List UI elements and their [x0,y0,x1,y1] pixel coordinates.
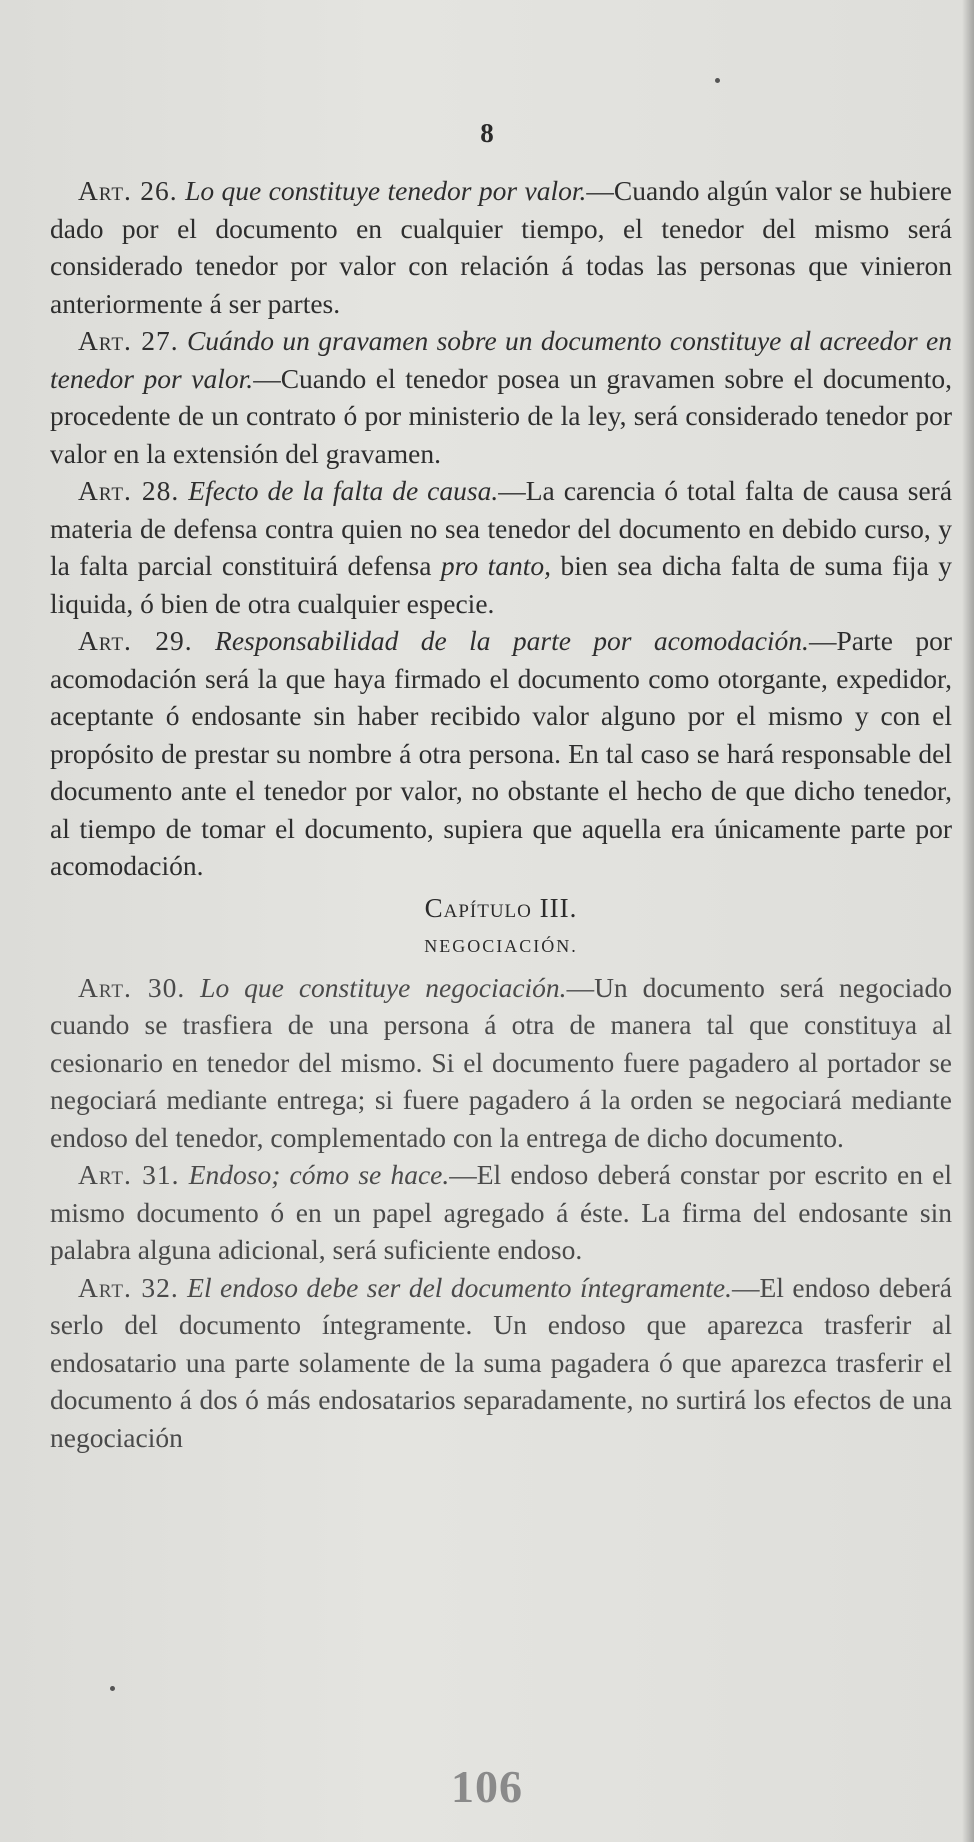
article-text-continued: bien sea dicha falta de suma fija y liquida, ó bien de otra cualquier especie. [50,550,953,619]
article-text: —Parte por acomodación será la que haya firmado el documento como otorgante, expedidor, aceptante ó endosante sin haber recibido valor alguno por el mismo y con el propósito de prestar su nombre á otra persona. En tal caso se hará responsable del documento ante el tenedor por valor, no obstante el hecho de que dicho tenedor, al tiempo de tomar el documento, supiera que aquella era únicamente parte por acomodación. [50,625,952,881]
article-29 [50,622,952,885]
ink-speck [110,1686,115,1691]
article-text: —Un documento será negociado cuando se trasfiera de una persona á otra de manera tal que constituya al cesionario en tenedor del mismo. Si el documento fuere pagadero al portador se negociará mediante entrega; si fuere pagadero á la orden se negociará mediante endoso del tenedor, complementado con la entrega de dicho documento. [50,971,953,1153]
article-title: Endoso; cómo se hace. [188,1159,450,1190]
article-32 [50,1269,952,1457]
article-text: —Cuando el tenedor posea un gravamen sobre el documento, procedente de un contrato ó por ministerio de la ley, será considerado tenedor por valor en la extensión del gravamen. [50,362,952,469]
article-text: —El endoso deberá serlo del documento íntegramente. Un endoso que aparezca trasferir al endosatario una parte solamente de la suma pagadera ó que aparezca trasferir el documento á dos ó más endosatarios separadamente, no surtirá los efectos de una negociación [50,1271,952,1453]
article-26 [50,172,952,322]
article-label: Art. 29. [78,625,193,656]
article-label: Art. 26. [78,175,178,206]
article-title: Cuándo un gravamen sobre un documento constituye al acreedor en tenedor por valor. [50,325,953,394]
article-31 [50,1156,952,1269]
page-content [50,172,952,1456]
article-label: Art. 31. [78,1159,180,1190]
article-30 [50,969,952,1157]
article-28 [50,472,952,622]
article-italic-phrase: pro tanto, [440,550,551,581]
article-title: Efecto de la falta de causa. [188,475,499,506]
page-number: 8 [480,118,494,148]
article-title: Lo que constituye negociación. [200,971,567,1003]
article-text: —La carencia ó total falta de causa será materia de defensa contra quien no sea tenedor del documento en debido curso, y la falta parcial constituirá defensa [50,475,953,581]
chapter-subtitle: NEGOCIACIÓN. [424,935,578,956]
article-title: Lo que constituye tenedor por valor. [185,175,587,206]
ink-speck [715,78,720,83]
chapter-title: Capítulo III. [424,892,578,923]
article-label: Art. 28. [78,475,180,506]
footer-page-number: 106 [451,1761,523,1812]
article-text: —Cuando algún valor se hubiere dado por el documento en cualquier tiempo, el tenedor del mismo será considerado tenedor por valor con relación á todas las personas que vinieron anteriormente á ser partes. [50,175,953,319]
article-label: Art. 27. [78,325,179,356]
article-27 [50,322,952,472]
article-label: Art. 32. [78,1271,179,1303]
article-title: Responsabilidad de la parte por acomodación. [215,625,809,656]
article-label: Art. 30. [78,971,186,1003]
article-text: —El endoso deberá constar por escrito en el mismo documento ó en un papel agregado á éste. La firma del endosante sin palabra alguna adicional, será suficiente endoso. [50,1159,953,1265]
page-edge-shadow [962,0,974,1842]
article-title: El endoso debe ser del documento íntegramente. [187,1271,732,1303]
